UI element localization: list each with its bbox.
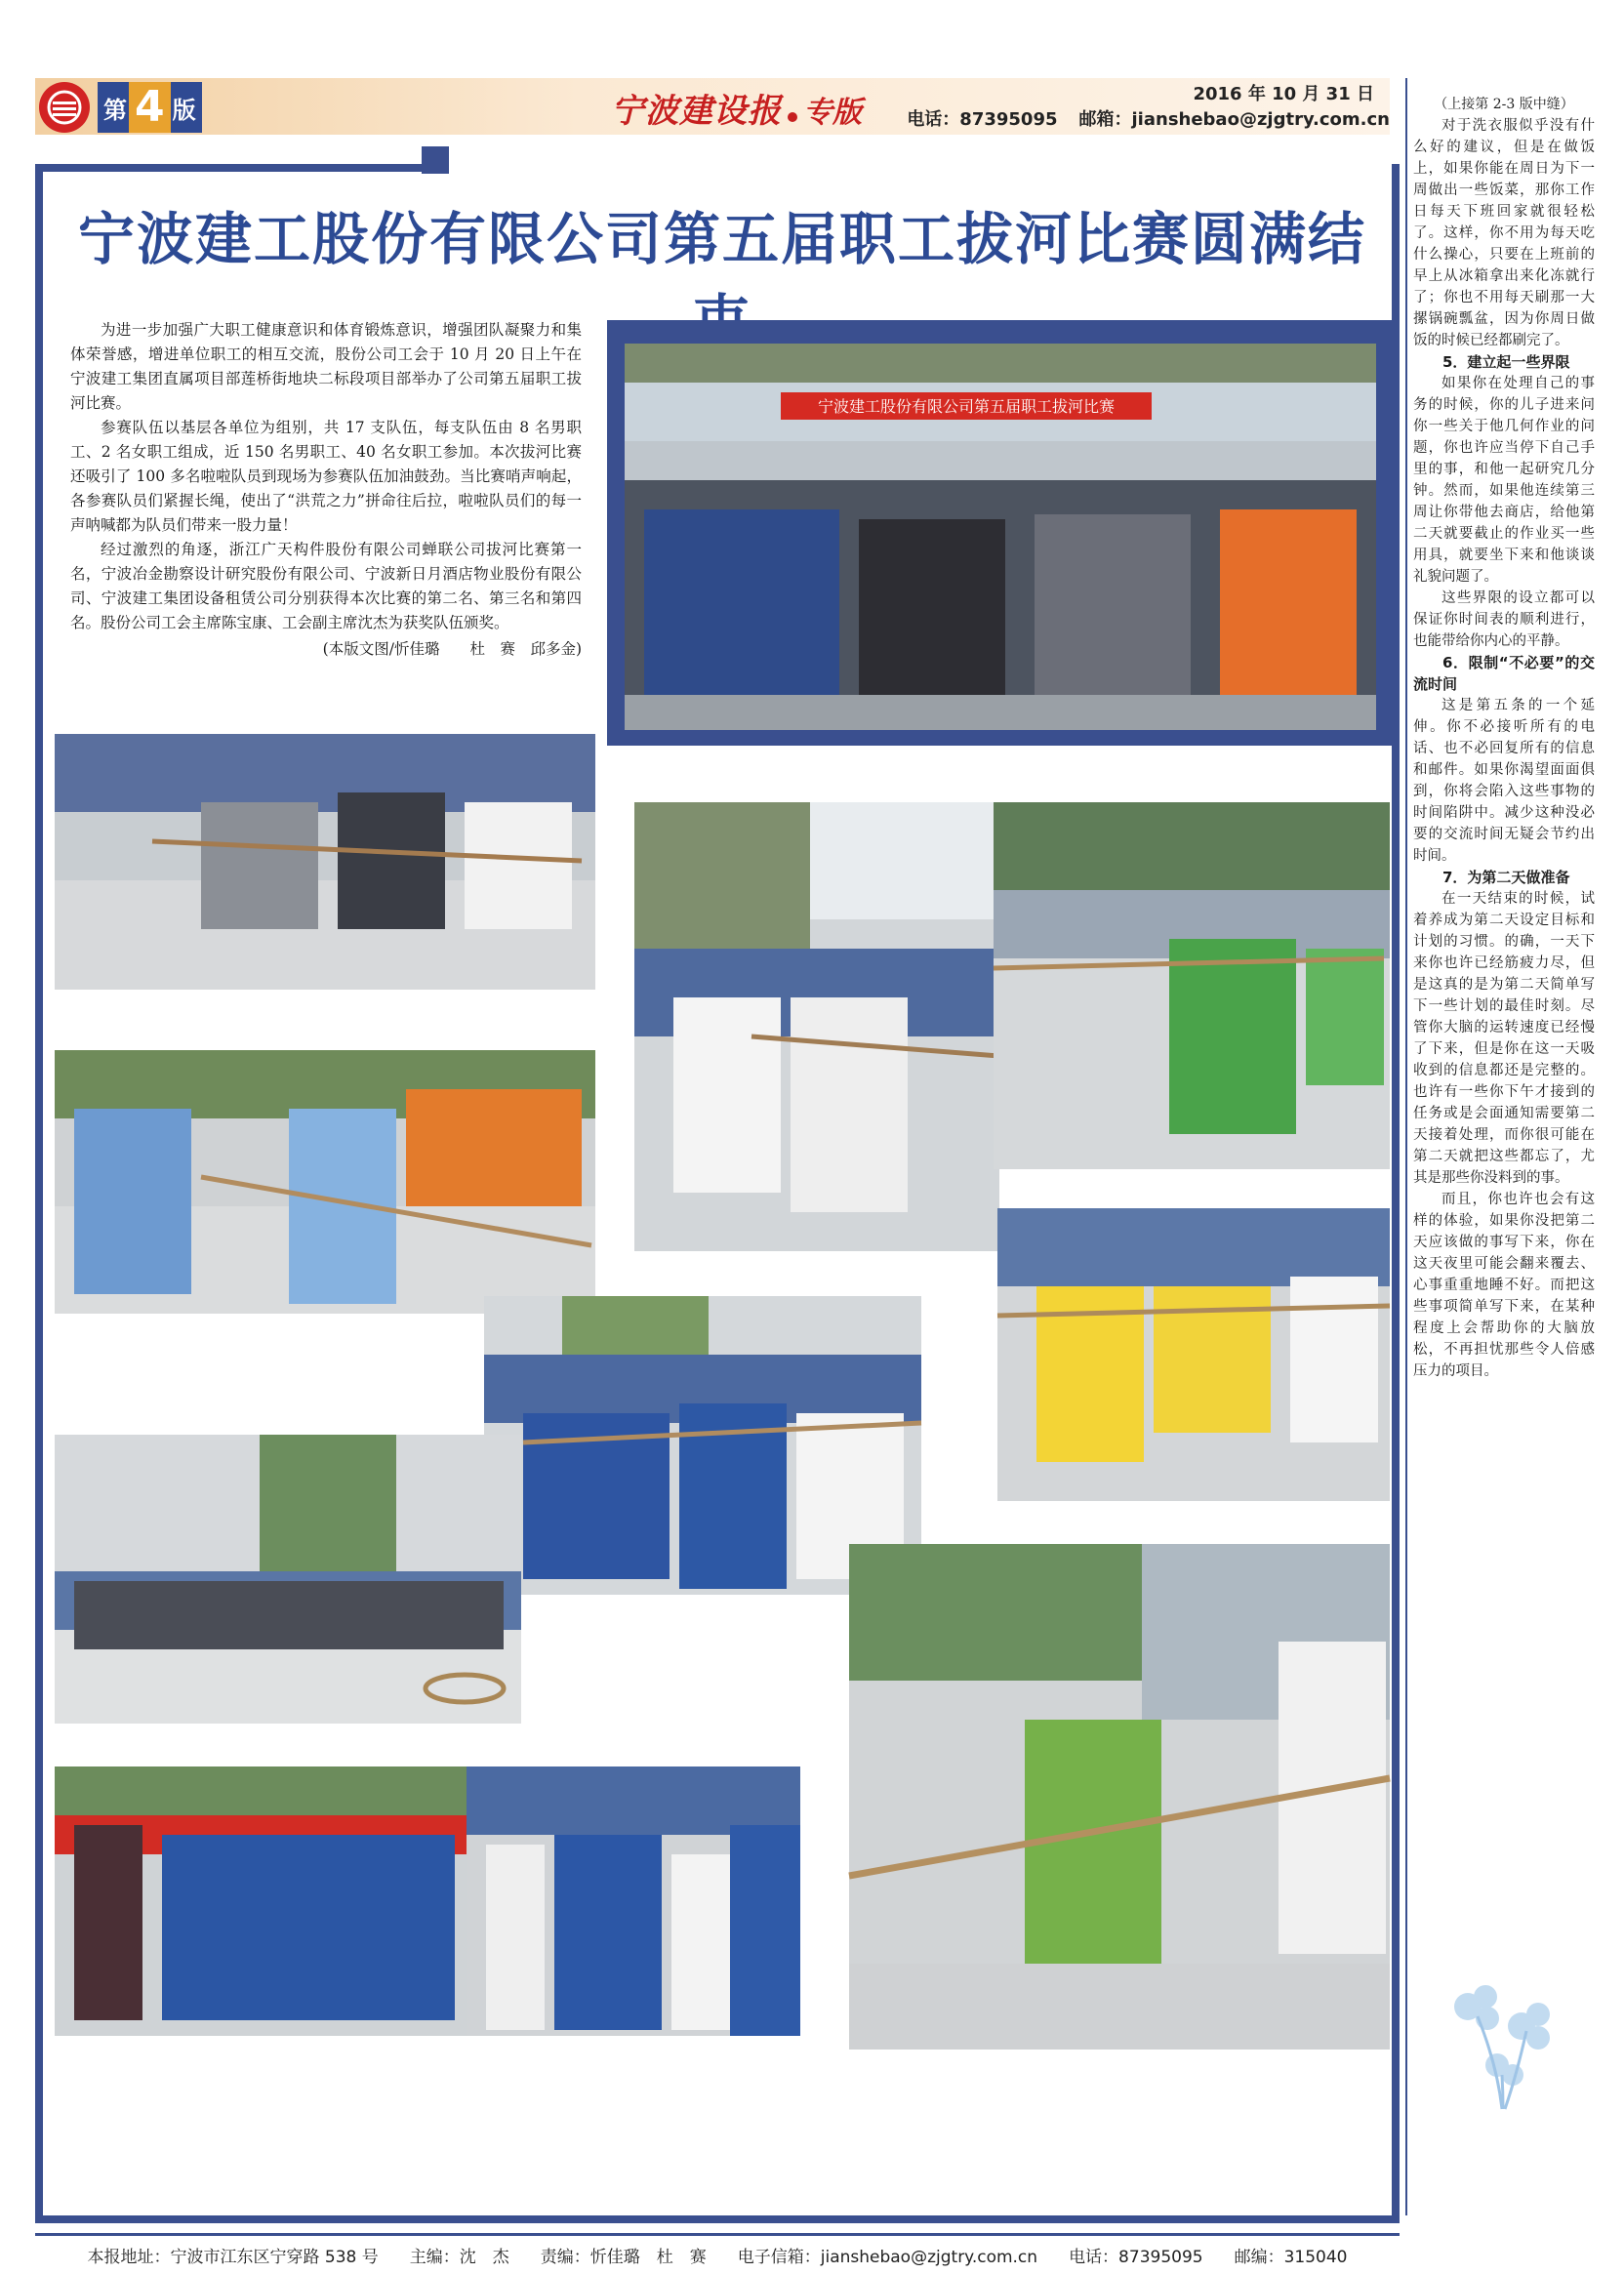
sidebar-subheading: 7．为第二天做准备	[1442, 869, 1570, 886]
sidebar-paragraph: 这些界限的设立都可以保证你时间表的顺利进行，也能带给你内心的平静。	[1413, 590, 1595, 649]
tug-photo-7	[55, 1435, 521, 1724]
sidebar-article	[1413, 94, 1595, 1382]
footer-phone: 电话：87395095	[1069, 2248, 1203, 2267]
header-contact	[907, 105, 1390, 131]
footer-address: 本报地址：宁波市江东区宁穿路 538 号	[87, 2248, 379, 2267]
footer-editor-in-chief: 主编：沈 杰	[409, 2248, 509, 2267]
sidebar-subheading: 6．限制“不必要”的交流时间	[1413, 654, 1595, 693]
page-header	[35, 78, 1390, 135]
edition-suffix: 版	[172, 96, 196, 124]
lead-article	[70, 318, 582, 662]
footer-email: 电子信箱：jianshebao@zjgtry.com.cn	[737, 2248, 1038, 2267]
flower-decoration-icon	[1429, 1968, 1575, 2114]
tug-photo-2	[55, 1050, 595, 1314]
page-footer	[35, 2243, 1400, 2274]
lead-paragraph: 为进一步加强广大职工健康意识和体育锻炼意识，增强团队凝聚力和集体荣誉感，增进单位职工的相互交流，股份公司工会于 10 月 20 日上午在宁波建工集团直属项目部莲桥街地块二标段项目部举办了公司第五届职工拔河比赛。	[70, 321, 582, 412]
header-phone: 电话：87395095	[907, 109, 1058, 130]
award-photo-2	[467, 1766, 800, 2036]
frame-bottom-rule	[35, 2215, 1400, 2223]
header-email: 邮箱：jianshebao@zjgtry.com.cn	[1078, 109, 1390, 130]
sidebar-paragraph: 对于洗衣服似乎没有什么好的建议，但是在做饭上，如果你能在周日为下一周做出一些饭菜，那你工作日每天下班回家就很轻松了。这样，你不用为每天吃什么操心，只要在上班前的早上从冰箱拿出来化冻就行了；你也不用每天刷那一大摞锅碗瓢盆，因为你周日做饭的时候已经都刷完了。	[1413, 118, 1595, 348]
edition-number: 4	[129, 82, 171, 133]
lead-paragraph: 经过激烈的角逐，浙江广天构件股份有限公司蝉联公司拔河比赛第一名，宁波冶金勘察设计研究股份有限公司、宁波新日月酒店物业股份有限公司、宁波建工集团设备租赁公司分别获得本次比赛的第二名、第三名和第四名。股份公司工会主席陈宝康、工会副主席沈杰为获奖队伍颁奖。	[70, 541, 582, 631]
masthead-dot-icon	[788, 112, 797, 122]
sidebar-subheading: 5．建立起一些界限	[1442, 353, 1570, 371]
sidebar-paragraph: 这是第五条的一个延伸。你不必接听所有的电话、也不必回复所有的信息和邮件。如果你渴望面面俱到，你将会陷入这些事物的时间陷阱中。减少这种没必要的交流时间无疑会节约出时间。	[1413, 698, 1595, 864]
sidebar-paragraph: 在一天结束的时候，试着养成为第二天设定目标和计划的习惯。的确，一天下来你也许已经筋疲力尽，但是这真的是为第二天简单写下一些计划的最佳时刻。尽管你大脑的运转速度已经慢了下来，但是你在这一天吸收到的信息都还是完整的。也许有一些你下午才接到的任务或是会面通知需要第二天接着处理，而你很可能在第二天就把这些都忘了，尤其是那些你没料到的事。	[1413, 891, 1595, 1186]
frame-corner-square	[422, 146, 449, 174]
tug-photo-8	[849, 1544, 1390, 2050]
paper-name: 宁波建设报	[611, 92, 782, 131]
frame-left-rule	[35, 164, 43, 2221]
sidebar-divider	[1405, 78, 1407, 2215]
special-label: 专版	[803, 96, 862, 130]
masthead	[611, 84, 862, 132]
photo-credit: (本版文图/忻佳璐 杜 赛 邱多金)	[322, 640, 582, 658]
sidebar-paragraph: 而且，你也许也会有这样的体验，如果你没把第二天应该做的事写下来，你在这天夜里可能会翻来覆去、心事重重地睡不好。而把这些事项简单写下来，在某种程度上会帮助你的大脑放松，不再担忧那些令人倍感压力的项目。	[1413, 1192, 1595, 1379]
tug-photo-4	[994, 802, 1390, 1169]
newspaper-logo-icon	[39, 82, 90, 133]
award-photo-1	[55, 1766, 468, 2036]
sidebar-paragraph: 如果你在处理自己的事务的时候，你的儿子进来问你一些关于他几何作业的问题，你也许应当停下自己手里的事，和他一起研究几分钟。然而，如果他连续第三周让你带他去商店，给他第二天就要截止的作业买一些用具，就要坐下来和他谈谈礼貌问题了。	[1413, 376, 1595, 585]
footer-postcode: 邮编：315040	[1234, 2248, 1348, 2267]
continued-note: （上接第 2-3 版中缝）	[1434, 97, 1574, 112]
tug-photo-5	[997, 1208, 1390, 1501]
edition-prefix: 第	[103, 96, 127, 124]
issue-date: 2016 年 10 月 31 日	[1193, 84, 1374, 104]
tug-photo-3	[634, 802, 999, 1251]
footer-editors: 责编：忻佳璐 杜 赛	[540, 2248, 707, 2267]
frame-top-rule	[35, 164, 424, 172]
page-headline: 宁波建工股份有限公司第五届职工拔河比赛圆满结	[77, 206, 1366, 272]
hero-banner-text: 宁波建工股份有限公司第五届职工拔河比赛	[817, 397, 1116, 416]
lead-paragraph: 参赛队伍以基层各单位为组别，共 17 支队伍，每支队伍由 8 名男职工、2 名女职工组成，近 150 名男职工、40 名女职工参加。本次拔河比赛还吸引了 100 多名啦啦队员到现场为参赛队伍加油鼓劲。当比赛哨声响起，各参赛队员们紧握长绳，使出了“洪荒之力”拼命往后拉，啦啦队员们的每一声呐喊都为队员们带来一股力量！	[70, 419, 582, 534]
tug-photo-1	[55, 734, 595, 990]
hero-photo	[625, 344, 1376, 730]
footer-rule	[35, 2233, 1400, 2236]
edition-label	[98, 82, 202, 133]
